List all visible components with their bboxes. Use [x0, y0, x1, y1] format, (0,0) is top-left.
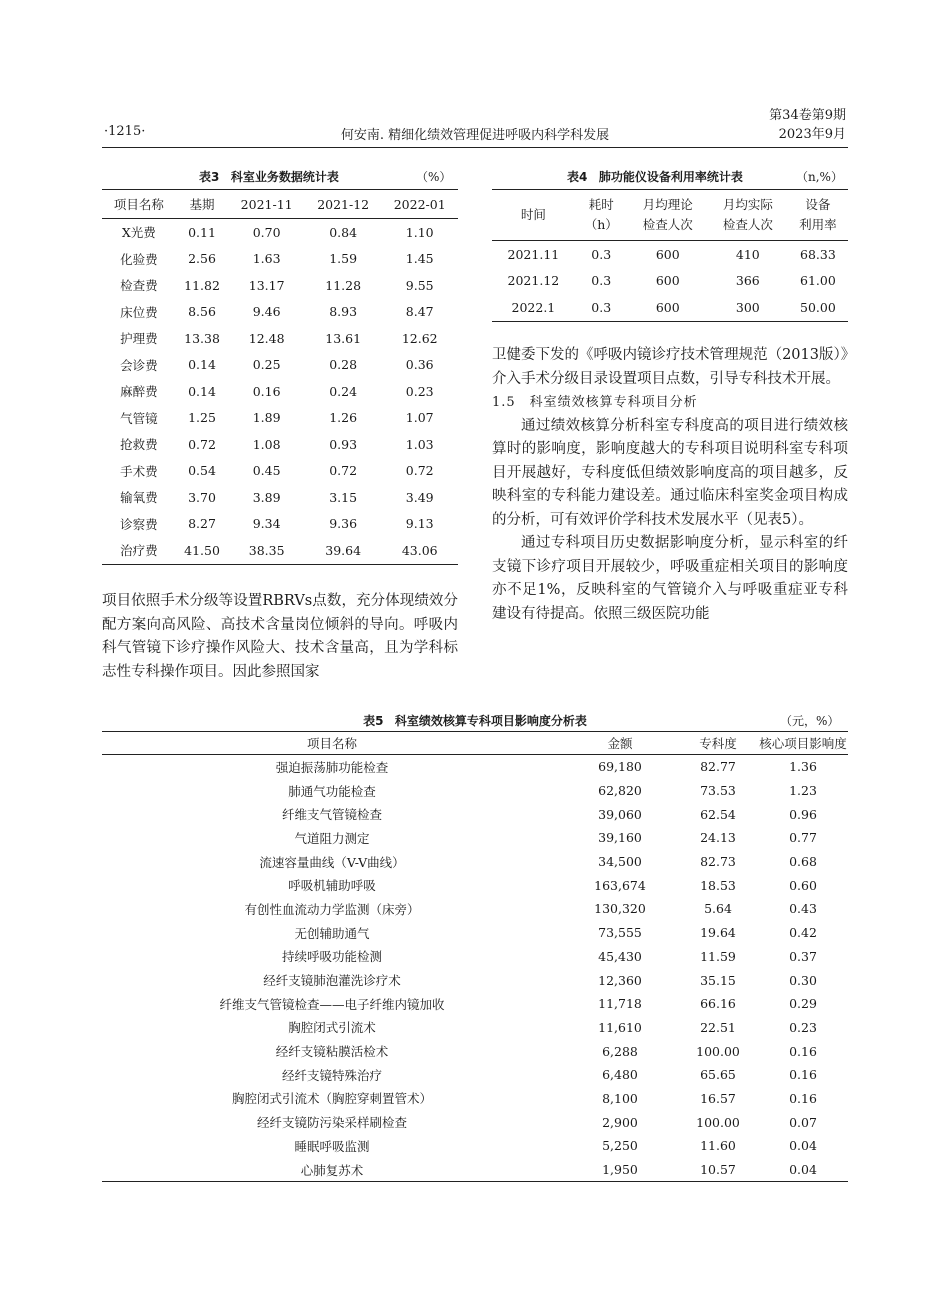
table5-title: 科室绩效核算专科项目影响度分析表 [394, 714, 587, 728]
table-cell: 0.36 [405, 357, 434, 373]
table-cell: 3.49 [405, 489, 434, 505]
paragraph: 通过专科项目历史数据影响度分析，显示科室的纤支镜下诊疗项目开展较少，呼吸重症相关项目的影响度亦不足1%，反映科室的气管镜介入与呼吸重症亚专科建设有待提高。依照三级医院功能 [492, 535, 848, 622]
table-cell: 3.70 [188, 489, 216, 505]
table-cell: 300 [735, 299, 760, 315]
table-cell: 0.24 [329, 383, 358, 399]
column-header: 金额 [562, 732, 678, 755]
table-cell: 经纤支镜特殊治疗 [281, 1067, 382, 1083]
table-cell: 163,674 [594, 877, 646, 893]
table-cell: 1.36 [789, 759, 817, 775]
table-row [102, 219, 458, 246]
table-cell: 0.16 [789, 1043, 817, 1059]
table-row [102, 352, 458, 379]
table-cell: 0.3 [591, 246, 612, 262]
table-cell: 41.50 [184, 542, 220, 558]
table-cell: 1,950 [602, 1162, 638, 1178]
table-cell: 65.65 [700, 1067, 736, 1083]
table-cell: 8.93 [329, 304, 358, 320]
table-cell: 床位费 [120, 304, 158, 320]
table-cell: 气道阻力测定 [294, 830, 370, 846]
table-cell: 1.10 [405, 224, 434, 240]
table-cell: 34,500 [598, 854, 642, 870]
column-header: 核心项目影响度 [758, 732, 848, 755]
table-row [102, 945, 848, 969]
column-header [628, 190, 708, 241]
table-cell: 心肺复苏术 [300, 1162, 364, 1178]
column-header: 专科度 [678, 732, 758, 755]
column-header: 项目名称 [102, 190, 176, 219]
table-cell: 护理费 [120, 331, 158, 347]
table-cell: 2021.12 [507, 273, 560, 289]
table-cell: 0.07 [789, 1114, 817, 1130]
table-cell: 无创辅助通气 [294, 925, 370, 941]
table-cell: 0.16 [252, 383, 281, 399]
column-header: 项目名称 [102, 732, 562, 755]
table-cell: 11,610 [598, 1019, 642, 1035]
table-cell: 0.72 [329, 463, 358, 479]
table-cell: 0.23 [789, 1019, 817, 1035]
table-cell: 有创性血流动力学监测（床旁） [244, 901, 420, 917]
issue-date: 2023年9月 [778, 127, 846, 142]
column-header-line: 月均实际 [722, 197, 773, 212]
table-cell: 13.61 [325, 330, 362, 346]
table-cell: 1.07 [405, 410, 434, 426]
table-cell: 62,820 [598, 783, 642, 799]
table-cell: 1.63 [252, 251, 281, 267]
table-cell: 3.15 [329, 489, 358, 505]
table-cell: 0.72 [188, 436, 216, 452]
table-cell: 1.59 [329, 251, 358, 267]
table5 [102, 731, 848, 1182]
table-cell: 0.25 [252, 357, 281, 373]
table-cell: 10.57 [700, 1162, 736, 1178]
table-cell: 经纤支镜粘膜活检术 [275, 1044, 389, 1060]
table-cell: 8.47 [405, 304, 434, 320]
table-cell: 经纤支镜肺泡灌洗诊疗术 [263, 973, 401, 989]
table-cell: 22.51 [700, 1019, 736, 1035]
table-cell: 0.96 [789, 806, 817, 822]
table-row [102, 405, 458, 432]
table-row [102, 1087, 848, 1111]
table-cell: 16.57 [700, 1090, 736, 1106]
table-cell: 39,160 [598, 830, 642, 846]
column-header: 2021-12 [305, 190, 382, 219]
table-cell: 9.46 [252, 304, 281, 320]
table-cell: 6,480 [602, 1067, 638, 1083]
table-cell: 39,060 [598, 806, 642, 822]
table-cell: 8,100 [602, 1090, 638, 1106]
column-header-line: 耗时 [588, 197, 614, 212]
table4-label: 表4 [567, 170, 588, 184]
table-row [102, 325, 458, 352]
table-cell: 366 [735, 273, 760, 289]
column-header [575, 190, 628, 241]
table-row [102, 897, 848, 921]
table3-caption [199, 168, 339, 185]
table-cell: 68.33 [800, 246, 836, 262]
journal-issue [769, 106, 846, 144]
column-header-line: 检查人次 [642, 217, 693, 232]
table-cell: 50.00 [800, 299, 836, 315]
column-header [492, 190, 575, 241]
table-cell: 呼吸机辅助呼吸 [288, 878, 376, 894]
table-cell: 0.30 [789, 972, 817, 988]
column-header: 2021-11 [228, 190, 305, 219]
table-cell: 8.27 [188, 516, 216, 532]
table-row [102, 850, 848, 874]
table-row [102, 537, 458, 564]
paragraph: 卫健委下发的《呼吸内镜诊疗技术管理规范（2013版）》介入手术分级目录设置项目点数，引导专科技术开展。 [492, 347, 848, 387]
table-cell: 12.62 [401, 330, 438, 346]
table-cell: 130,320 [594, 901, 646, 917]
table3-label: 表3 [199, 170, 220, 184]
table-cell: 69,180 [598, 759, 642, 775]
table-cell: 0.84 [329, 224, 358, 240]
table-cell: 1.26 [329, 410, 358, 426]
table-row [102, 272, 458, 299]
table-cell: 输氧费 [120, 490, 158, 506]
table-cell: 睡眠呼吸监测 [294, 1138, 370, 1154]
table-row [102, 1110, 848, 1134]
column-header-line: 时间 [520, 207, 546, 222]
table-cell: 0.37 [789, 948, 817, 964]
table-row [102, 1158, 848, 1182]
table-cell: 0.04 [789, 1162, 817, 1178]
column-header [708, 190, 788, 241]
table-cell: 化验费 [120, 251, 158, 267]
table-cell: 诊察费 [120, 516, 158, 532]
table-cell: 0.04 [789, 1138, 817, 1154]
table-cell: 经纤支镜防污染采样刷检查 [256, 1115, 407, 1131]
table-cell: 9.13 [405, 516, 434, 532]
table-cell: 35.15 [700, 972, 736, 988]
table-row [102, 484, 458, 511]
table-cell: 39.64 [325, 542, 362, 558]
column-header-line: 检查人次 [722, 217, 773, 232]
table-row [102, 458, 458, 485]
table-row [102, 1016, 848, 1040]
table-cell: 1.25 [188, 410, 216, 426]
table-cell: 1.03 [405, 436, 434, 452]
table-cell: 0.23 [405, 383, 434, 399]
running-title: 何安南. 精细化绩效管理促进呼吸内科学科发展 [340, 128, 610, 143]
table-cell: 抢救费 [120, 437, 158, 453]
table-cell: 2021.11 [507, 246, 560, 262]
table-row [102, 378, 458, 405]
table-row [102, 431, 458, 458]
table-cell: 2,900 [602, 1114, 638, 1130]
table-cell: 600 [655, 299, 680, 315]
table-cell: 0.14 [188, 383, 216, 399]
table-cell: 纤维支气管镜检查——电子纤维内镜加收 [219, 996, 445, 1012]
column-header-line: 月均理论 [642, 197, 693, 212]
table-cell: 9.34 [252, 516, 281, 532]
table-row [102, 992, 848, 1016]
table-cell: 检查费 [120, 278, 158, 294]
table-cell: 肺通气功能检查 [288, 783, 376, 799]
table4-title: 肺功能仪设备利用率统计表 [598, 170, 743, 184]
table-cell: 0.54 [188, 463, 216, 479]
table-cell: 12.48 [248, 330, 285, 346]
table-cell: 45,430 [598, 948, 642, 964]
table-cell: 1.23 [789, 783, 817, 799]
table4-unit: （n,%） [796, 170, 843, 184]
table-cell: 24.13 [700, 830, 736, 846]
table-cell: 气管镜 [120, 410, 158, 426]
page-number: ·1215· [104, 124, 146, 139]
table-row [102, 968, 848, 992]
table-cell: 0.14 [188, 357, 216, 373]
table-cell: 麻醉费 [120, 384, 158, 400]
table-cell: 66.16 [700, 996, 736, 1012]
table-cell: 100.00 [696, 1114, 740, 1130]
table-cell: 0.60 [789, 877, 817, 893]
table-cell: 73.53 [700, 783, 736, 799]
table3-title: 科室业务数据统计表 [230, 170, 339, 184]
table-cell: 2.56 [188, 251, 216, 267]
left-column-text [102, 590, 458, 684]
table-cell: 73,555 [598, 925, 642, 941]
table-cell: 61.00 [800, 273, 836, 289]
table5-label: 表5 [363, 714, 384, 728]
table-cell: 410 [735, 246, 760, 262]
column-header-line: （h） [584, 217, 618, 232]
table-cell: 12,360 [598, 972, 642, 988]
table-cell: X光费 [121, 225, 156, 241]
table3 [102, 189, 458, 565]
table-cell: 9.36 [329, 516, 358, 532]
table-cell: 11.60 [700, 1138, 736, 1154]
table-cell: 43.06 [401, 542, 438, 558]
table-cell: 手术费 [120, 463, 158, 479]
table-row [102, 779, 848, 803]
table-row [102, 511, 458, 538]
table-cell: 11,718 [598, 996, 642, 1012]
column-header [788, 190, 848, 241]
table-row [102, 826, 848, 850]
table-cell: 9.55 [405, 277, 434, 293]
table-cell: 0.28 [329, 357, 358, 373]
table-cell: 胸腔闭式引流术 [288, 1020, 376, 1036]
table3-unit: （%） [416, 170, 452, 184]
table-row [492, 268, 848, 295]
paragraph: 通过绩效核算分析科室专科度高的项目进行绩效核算时的影响度，影响度越大的专科项目说明科室专科项目开展越好，专科度低但绩效影响度高的项目越多，反映科室的专科能力建设差。通过临床科室奖金项目构成的分析，可有效评价学科技术发展水平（见表5）。 [492, 417, 848, 528]
table-cell: 0.77 [789, 830, 817, 846]
column-header-line: 利用率 [799, 217, 837, 232]
column-header: 基期 [176, 190, 229, 219]
table-cell: 胸腔闭式引流术（胸腔穿刺置管术） [231, 1091, 432, 1107]
table-cell: 0.16 [789, 1067, 817, 1083]
table-cell: 5,250 [602, 1138, 638, 1154]
table-cell: 2022.1 [511, 299, 556, 315]
table-cell: 纤维支气管镜检查 [281, 807, 382, 823]
table-cell: 6,288 [602, 1043, 638, 1059]
table-cell: 0.42 [789, 925, 817, 941]
volume-label: 第34卷第9期 [769, 108, 846, 123]
table-cell: 0.11 [188, 224, 216, 240]
table-row [102, 802, 848, 826]
table-row [102, 246, 458, 273]
table-row [102, 299, 458, 326]
table-cell: 82.73 [700, 854, 736, 870]
table-cell: 0.16 [789, 1090, 817, 1106]
column-header: 2022-01 [381, 190, 458, 219]
table-cell: 11.82 [184, 277, 220, 293]
table4-caption [567, 168, 743, 185]
table-cell: 会诊费 [120, 357, 158, 373]
table-cell: 82.77 [700, 759, 736, 775]
table-cell: 0.68 [789, 854, 817, 870]
table-row [492, 294, 848, 321]
table-row [102, 1039, 848, 1063]
right-column-text [492, 344, 848, 626]
table-cell: 0.3 [591, 273, 612, 289]
table-cell: 持续呼吸功能检测 [281, 949, 382, 965]
table-cell: 5.64 [704, 901, 732, 917]
paragraph: 项目依照手术分级等设置RBRVs点数，充分体现绩效分配方案向高风险、高技术含量岗位倾斜的导向。呼吸内科气管镜下诊疗操作风险大、技术含量高，且为学科标志性专科操作项目。因此参照国家 [102, 593, 458, 680]
table-row [102, 755, 848, 779]
table-cell: 8.56 [188, 304, 216, 320]
table-cell: 强迫振荡肺功能检查 [275, 759, 389, 775]
table-row [102, 1134, 848, 1158]
table-cell: 0.70 [252, 224, 281, 240]
table-cell: 1.45 [405, 251, 434, 267]
table-cell: 1.08 [252, 436, 281, 452]
table-cell: 13.38 [184, 330, 220, 346]
header-rule [102, 147, 848, 148]
table-cell: 0.72 [405, 463, 434, 479]
table-cell: 100.00 [696, 1043, 740, 1059]
table-cell: 3.89 [252, 489, 281, 505]
table-row [102, 921, 848, 945]
section-heading: 1.5 科室绩效核算专科项目分析 [492, 395, 698, 410]
table-cell: 0.93 [329, 436, 358, 452]
table-cell: 0.3 [591, 299, 612, 315]
table-row [102, 873, 848, 897]
table-cell: 0.29 [789, 996, 817, 1012]
table-cell: 62.54 [700, 806, 736, 822]
table-cell: 0.43 [789, 901, 817, 917]
table-cell: 流速容量曲线（V-V曲线） [259, 854, 405, 870]
table-cell: 1.89 [252, 410, 281, 426]
table-row [492, 241, 848, 268]
table-cell: 38.35 [248, 542, 285, 558]
table-cell: 11.59 [700, 948, 736, 964]
table-cell: 11.28 [325, 277, 362, 293]
table-cell: 600 [655, 273, 680, 289]
table-cell: 18.53 [700, 877, 736, 893]
table-cell: 0.45 [252, 463, 281, 479]
table-cell: 13.17 [248, 277, 285, 293]
table-cell: 600 [655, 246, 680, 262]
table-cell: 19.64 [700, 925, 736, 941]
table5-unit: （元，%） [780, 714, 840, 728]
column-header-line: 设备 [805, 197, 831, 212]
table-row [102, 1063, 848, 1087]
table-cell: 治疗费 [120, 543, 158, 559]
table4 [492, 189, 848, 322]
